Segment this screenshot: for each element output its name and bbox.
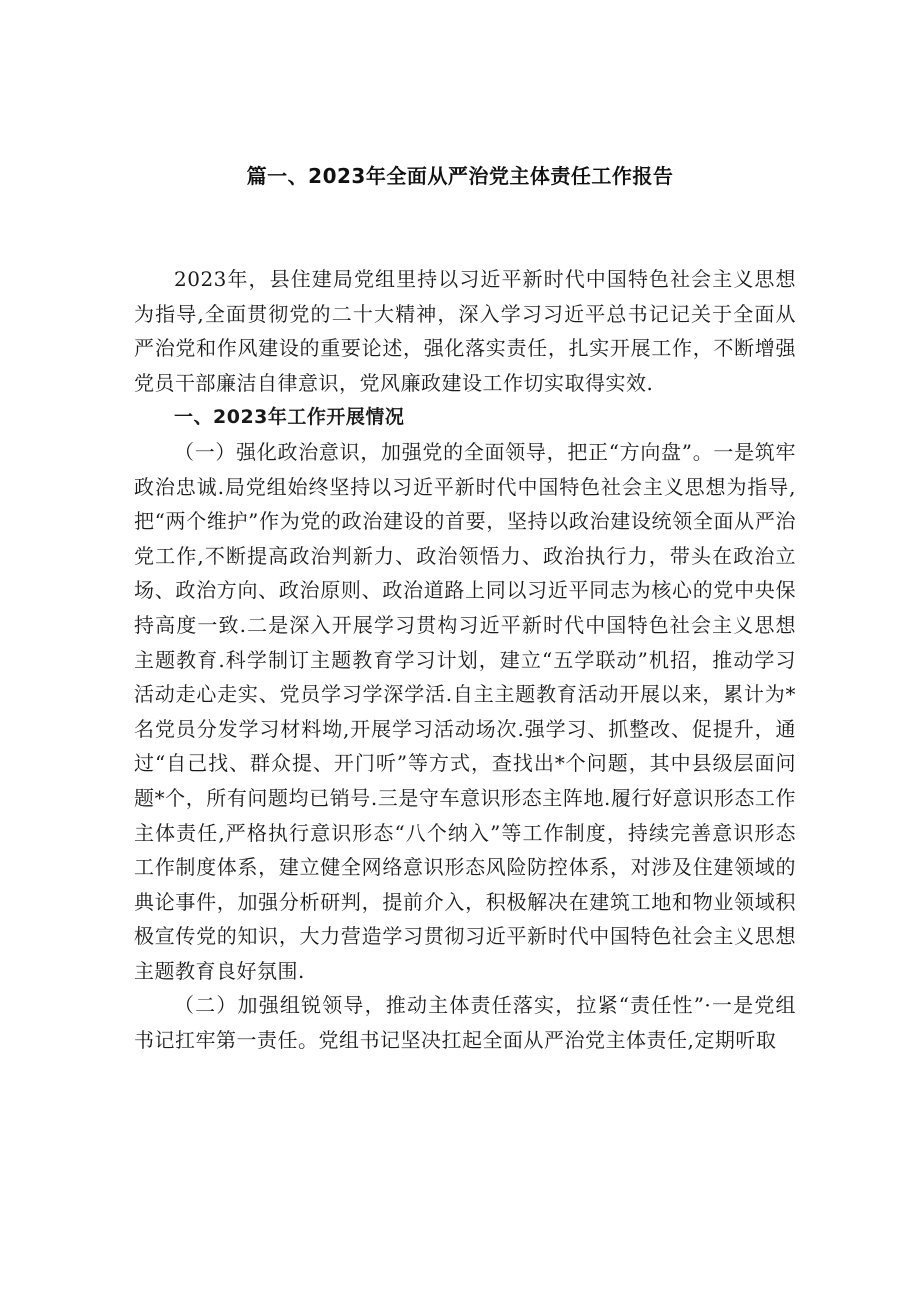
intro-paragraph: 2023年，县住建局党组里持以习近平新时代中国特色社会主义思想为指导,全面贯彻党的二十大精神，深入学习习近平总书记记关于全面从严治党和作风建设的重要论述，强化落实责任，扎实开展工作，不断增强党员干部廉洁自律意识，党风廉政建设工作切实取得实效. [134,267,796,395]
body-paragraph: （一）强化政治意识，加强党的全面领导，把正“方向盘”。一是筑牢政治忠诚.局党组始终坚持以习近平新时代中国特色社会主义思想为指导,把“两个维护”作为党的政治建设的首要，坚持以政治建设统领全面从严治党工作,不断提高政治判新力、政治领悟力、政治执行力，带头在政治立场、政治方向、政治原则、政治道路上同以习近平同志为核心的党中央保持高度一致.二是深入开展学习贯构习近平新时代中国特色社会主义思想主题教育.科学制订主题教育学习计划，建立“五学联动”机招，推动学习活动走心走实、党员学习学深学活.自主主题教育活动开展以来，累计为*名党员分发学习材料坳,开展学习活动场次.强学习、抓整改、促提升，通过“自己找、群众提、开门听”等方式，查找出*个问题，其中县级层面问题*个，所有问题均已销号.三是守车意识形态主阵地.履行好意识形态工作主体责任,严格执行意识形态“八个纳入”等工作制度，持续完善意识形态工作制度体系，建立健全网络意识形态风险防控体系，对涉及住建领域的典论事件，加强分析研判，提前介入，积极解决在建筑工地和物业领域积极宣传党的知识，大力营造学习贯彻习近平新时代中国特色社会主义思想主题教育良好氛围. [134,439,796,983]
document-body [134,262,796,1058]
body-paragraph: （二）加强组锐领导，推动主体责任落实，拉紧“责任性”·一是党组书记扛牢第一责任。党组书记坚决扛起全面从严治党主体责任,定期听取 [134,993,796,1053]
section-heading: 一、2023年工作开展情况 [174,406,405,429]
document-title: 篇一、2023年全面从严治党主体责任工作报告 [246,164,674,188]
